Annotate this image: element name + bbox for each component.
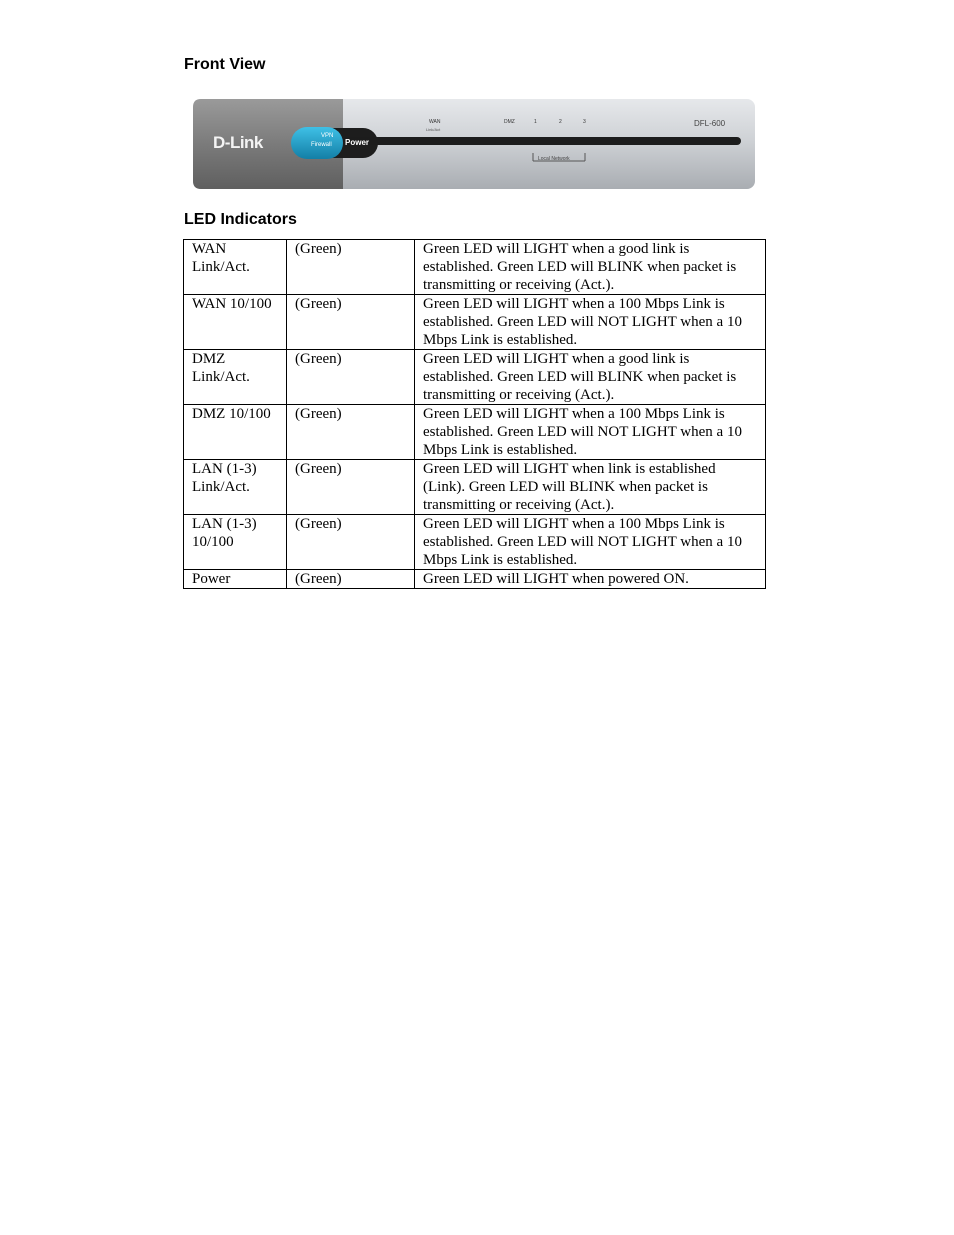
table-row <box>184 515 766 570</box>
front-view-heading: Front View <box>184 56 266 73</box>
color-cell: (Green) <box>287 295 415 350</box>
description-cell: Green LED will LIGHT when powered ON. <box>415 570 766 589</box>
led-indicator-table <box>183 239 766 589</box>
brand-logo: D-Link <box>213 133 263 152</box>
description-cell: Green LED will LIGHT when link is established (Link). Green LED will BLINK when packet is transmitting or receiving (Act.). <box>415 460 766 515</box>
port-1-label: 1 <box>534 119 537 125</box>
power-label: Power <box>345 138 370 147</box>
wan-led-label: WAN <box>429 119 441 125</box>
color-cell: (Green) <box>287 515 415 570</box>
dmz-led-label: DMZ <box>504 119 515 125</box>
indicator-cell: DMZ Link/Act. <box>184 350 287 405</box>
wan-led-sublabel: Link/Act <box>426 127 441 132</box>
port-3-label: 3 <box>583 119 586 125</box>
indicator-cell: WAN Link/Act. <box>184 240 287 295</box>
table-row <box>184 240 766 295</box>
port-2-label: 2 <box>559 119 562 125</box>
indicator-cell: Power <box>184 570 287 589</box>
indicator-cell: WAN 10/100 <box>184 295 287 350</box>
color-cell: (Green) <box>287 350 415 405</box>
description-cell: Green LED will LIGHT when a good link is established. Green LED will BLINK when packet is transmitting or receiving (Act.). <box>415 350 766 405</box>
color-cell: (Green) <box>287 240 415 295</box>
description-cell: Green LED will LIGHT when a 100 Mbps Link is established. Green LED will NOT LIGHT when a 10 Mbps Link is established. <box>415 515 766 570</box>
device-front-panel-graphic <box>193 99 755 189</box>
color-cell: (Green) <box>287 405 415 460</box>
indicator-cell: LAN (1-3) Link/Act. <box>184 460 287 515</box>
model-label: DFL-600 <box>694 119 726 128</box>
device-front-panel <box>193 99 755 189</box>
indicator-cell: LAN (1-3) 10/100 <box>184 515 287 570</box>
vpn-label: VPN <box>321 133 334 139</box>
indicator-cell: DMZ 10/100 <box>184 405 287 460</box>
local-network-label: Local Network <box>538 156 570 162</box>
table-row <box>184 405 766 460</box>
table-row <box>184 295 766 350</box>
color-cell: (Green) <box>287 460 415 515</box>
table-row <box>184 350 766 405</box>
description-cell: Green LED will LIGHT when a 100 Mbps Link is established. Green LED will NOT LIGHT when a 10 Mbps Link is established. <box>415 295 766 350</box>
table-row <box>184 570 766 589</box>
firewall-label: Firewall <box>311 142 332 148</box>
led-indicators-heading: LED Indicators <box>184 211 297 228</box>
color-cell: (Green) <box>287 570 415 589</box>
description-cell: Green LED will LIGHT when a 100 Mbps Link is established. Green LED will NOT LIGHT when a 10 Mbps Link is established. <box>415 405 766 460</box>
description-cell: Green LED will LIGHT when a good link is established. Green LED will BLINK when packet is transmitting or receiving (Act.). <box>415 240 766 295</box>
table-row <box>184 460 766 515</box>
